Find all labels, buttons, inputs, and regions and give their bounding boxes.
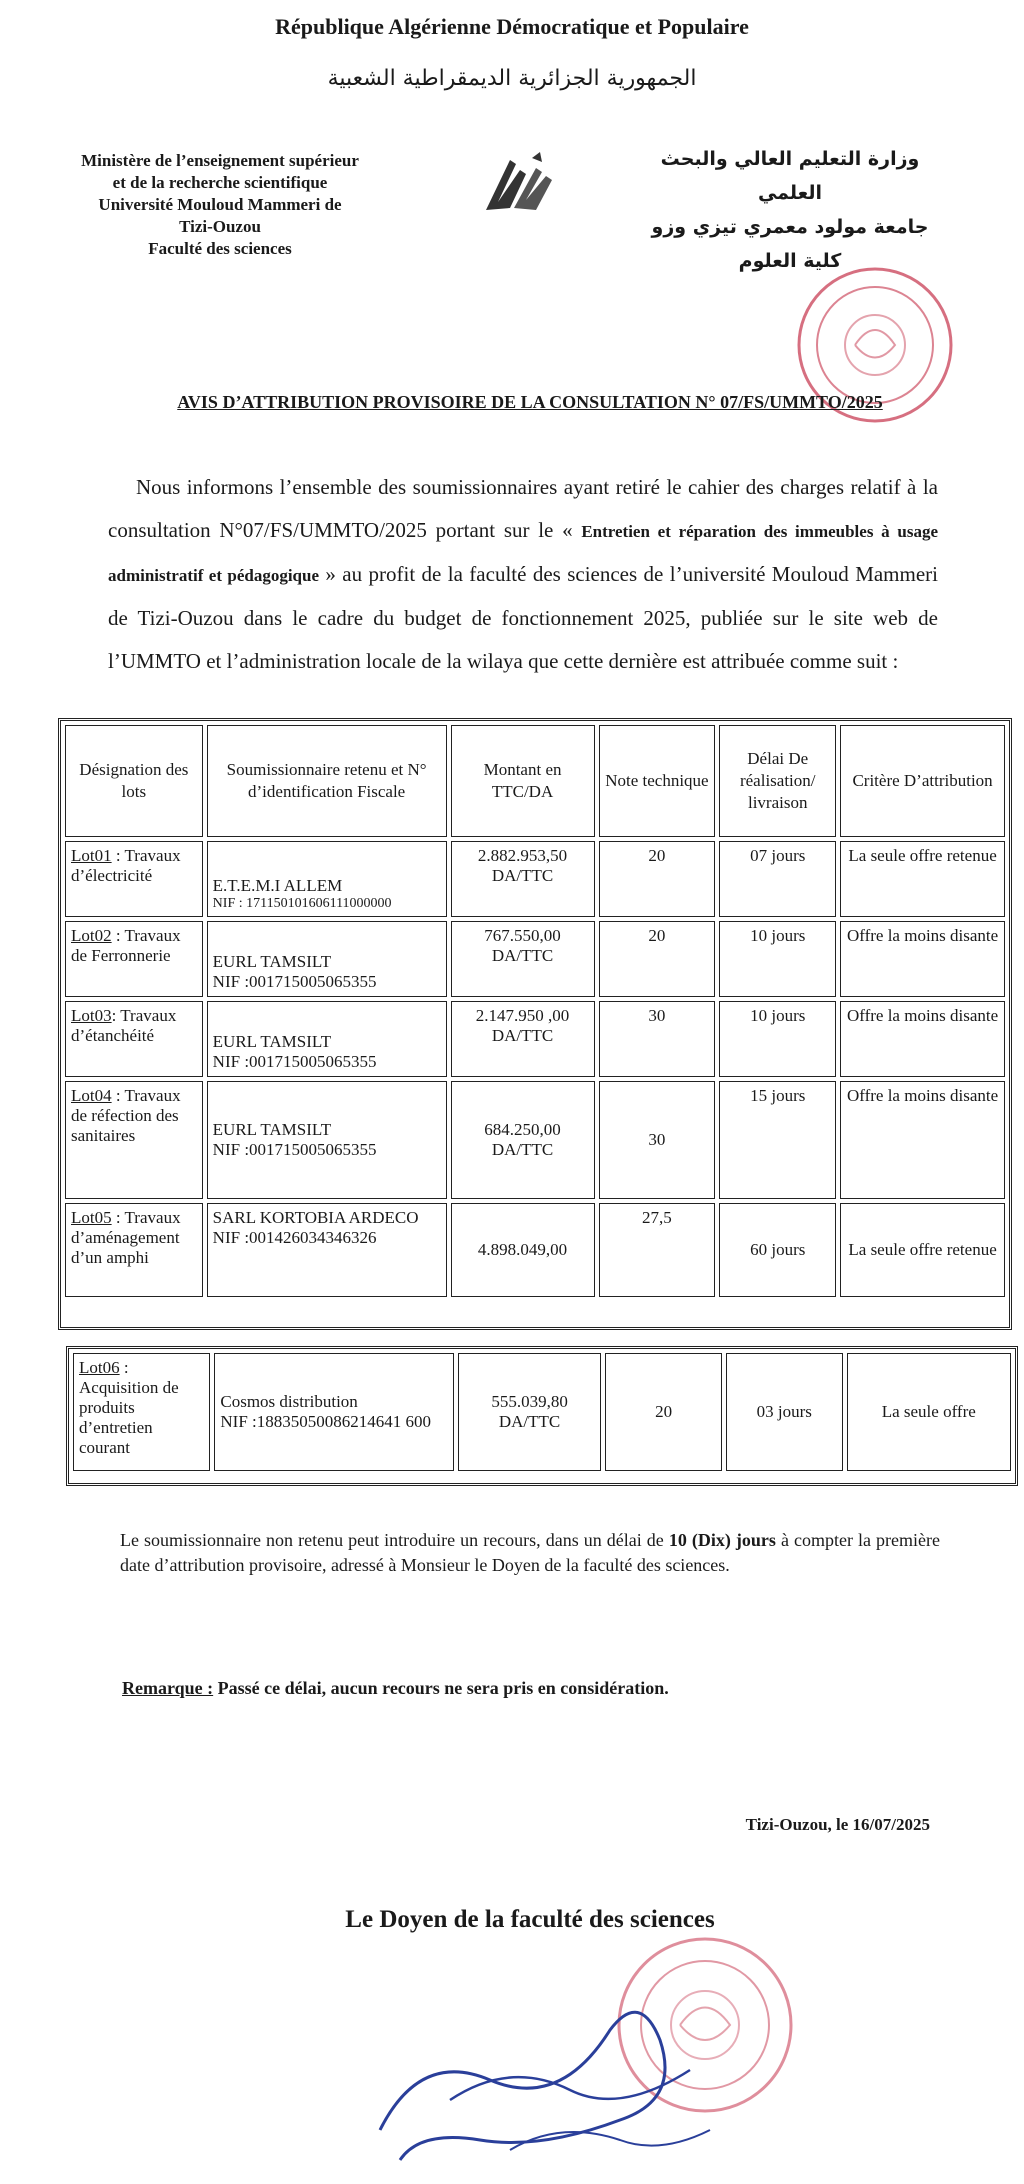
lot-designation: : Travaux d’électricité — [71, 846, 181, 885]
lot-cell — [65, 1203, 203, 1297]
lot-cell — [65, 1081, 203, 1199]
remark-label: Remarque : — [122, 1678, 214, 1698]
header-cell: Critère D’attribution — [840, 725, 1005, 837]
notice-title: AVIS D’ATTRIBUTION PROVISOIRE DE LA CONSULTATION N° 07/FS/UMMTO/2025 — [177, 392, 883, 412]
lot-designation: : Travaux d’aménagement d’un amphi — [71, 1208, 181, 1267]
note-cell: 30 — [599, 1001, 716, 1077]
criterion-cell: La seule offre retenue — [840, 841, 1005, 917]
dean-signature — [360, 1990, 740, 2175]
delay-cell: 15 jours — [719, 1081, 836, 1199]
attribution-table-frame — [58, 718, 1012, 1330]
header-cell: Délai De réalisation/ livraison — [719, 725, 836, 837]
remark-text: Passé ce délai, aucun recours ne sera pris en considération. — [213, 1678, 669, 1698]
table-row — [65, 1081, 1005, 1199]
lot-cell — [65, 1001, 203, 1077]
lot-cell — [65, 921, 203, 997]
note-cell: 20 — [599, 921, 716, 997]
table-row — [65, 841, 1005, 917]
bidder-cell — [207, 1001, 447, 1077]
lot06-table — [69, 1349, 1015, 1475]
bidder-nif: NIF : 171150101606111000000 — [212, 896, 392, 911]
bidder-name: EURL TAMSILT — [212, 1120, 332, 1139]
bidder-name: E.T.E.M.I ALLEM — [212, 876, 343, 895]
lot-id: Lot06 — [79, 1358, 120, 1377]
note-cell: 30 — [599, 1081, 716, 1199]
dean-title: Le Doyen de la faculté des sciences — [345, 1906, 715, 1933]
bidder-cell — [214, 1353, 453, 1471]
bidder-nif: NIF :001715005065355 — [212, 1140, 377, 1159]
header-cell: Montant en TTC/DA — [451, 725, 595, 837]
intro-paragraph — [108, 466, 938, 683]
amount-cell: 684.250,00 DA/TTC — [451, 1081, 595, 1199]
note-cell: 27,5 — [599, 1203, 716, 1297]
delay-cell: 07 jours — [719, 841, 836, 917]
amount-cell: 2.147.950 ,00 DA/TTC — [451, 1001, 595, 1077]
amount-cell: 4.898.049,00 — [451, 1203, 595, 1297]
header-line: Université Mouloud Mammeri de — [98, 195, 342, 214]
delay-cell: 10 jours — [719, 921, 836, 997]
amount-cell: 767.550,00 DA/TTC — [451, 921, 595, 997]
amount-cell: 555.039,80 DA/TTC — [458, 1353, 602, 1471]
republic-title-fr: République Algérienne Démocratique et Populaire — [275, 14, 749, 39]
table-row — [65, 1001, 1005, 1077]
header-line: et de la recherche scientifique — [112, 173, 328, 192]
lot06-table-frame — [66, 1346, 1018, 1486]
lot-designation: : Travaux de Ferronnerie — [71, 926, 181, 965]
delay-cell: 60 jours — [719, 1203, 836, 1297]
header-line: جامعة مولود معمري تيزي وزو — [651, 216, 929, 238]
remark — [122, 1678, 942, 1699]
bidder-nif: NIF :001715005065355 — [212, 1052, 377, 1071]
header-cell: Note technique — [599, 725, 716, 837]
lot-designation: : Travaux de réfection des sanitaires — [71, 1086, 181, 1145]
amount-cell: 2.882.953,50 DA/TTC — [451, 841, 595, 917]
lot-cell — [73, 1353, 210, 1471]
criterion-cell: La seule offre retenue — [840, 1203, 1005, 1297]
intro-subject: Entretien et réparation des immeubles à usage administratif et pédagogique — [108, 522, 938, 585]
lot-id: Lot05 — [71, 1208, 112, 1227]
bidder-name: Cosmos distribution — [220, 1392, 358, 1411]
table-row — [73, 1353, 1011, 1471]
lot-id: Lot04 — [71, 1086, 112, 1105]
bidder-cell — [207, 1081, 447, 1199]
criterion-cell: Offre la moins disante — [840, 1081, 1005, 1199]
intro-text: Nous informons l’ensemble des soumissionnaires ayant retiré le cahier des charges relatif à la consultation N°07/FS/UMMTO/2025 portant sur le « — [108, 475, 938, 542]
appeal-text: à compter la première date d’attribution provisoire, adressé à Monsieur le Doyen de la faculté des sciences. — [120, 1530, 940, 1575]
bidder-name: EURL TAMSILT — [212, 1032, 332, 1051]
lot-designation: : Travaux d’étanchéité — [71, 1006, 177, 1045]
header-line: كلية العلوم — [738, 250, 842, 272]
university-logo — [480, 150, 560, 225]
bidder-nif: NIF :18835050086214641 600 — [220, 1412, 431, 1431]
intro-text: » au profit de la faculté des sciences de l’université Mouloud Mammeri de Tizi-Ouzou dans le cadre du budget de fonctionnement 2025, publiée sur le site web de l’UMMTO et l’administration locale de la wilaya que cette dernière est attribuée comme suit : — [108, 562, 938, 673]
bidder-name: EURL TAMSILT — [212, 952, 332, 971]
table-header-row — [65, 725, 1005, 837]
republic-title-ar: الجمهورية الجزائرية الديمقراطية الشعبية — [327, 66, 697, 91]
lot-cell — [65, 841, 203, 917]
criterion-cell: Offre la moins disante — [840, 1001, 1005, 1077]
delay-cell: 03 jours — [726, 1353, 843, 1471]
header-cell: Désignation des lots — [65, 725, 203, 837]
note-cell: 20 — [599, 841, 716, 917]
table-row — [65, 1203, 1005, 1297]
institution-header-ar — [640, 142, 940, 278]
lot-id: Lot02 — [71, 926, 112, 945]
bidder-cell — [207, 841, 447, 917]
bidder-nif: NIF :001426034346326 — [212, 1228, 377, 1247]
attribution-table — [61, 721, 1009, 1301]
appeal-deadline: 10 (Dix) jours — [668, 1530, 776, 1550]
institution-header-fr — [60, 150, 380, 260]
bidder-nif: NIF :001715005065355 — [212, 972, 377, 991]
header-line: وزارة التعليم العالي والبحث العلمي — [660, 148, 920, 204]
place-date: Tizi-Ouzou, le 16/07/2025 — [745, 1815, 930, 1834]
header-line: Tizi-Ouzou — [179, 217, 261, 236]
note-cell: 20 — [605, 1353, 722, 1471]
lot-id: Lot03 — [71, 1006, 112, 1025]
header-line: Faculté des sciences — [148, 239, 292, 258]
criterion-cell: La seule offre — [847, 1353, 1012, 1471]
header-cell: Soumissionnaire retenu et N° d’identification Fiscale — [207, 725, 447, 837]
appeal-text: Le soumissionnaire non retenu peut introduire un recours, dans un délai de — [120, 1530, 669, 1550]
appeal-paragraph — [120, 1528, 940, 1578]
criterion-cell: Offre la moins disante — [840, 921, 1005, 997]
lot-id: Lot01 — [71, 846, 112, 865]
bidder-name: SARL KORTOBIA ARDECO — [212, 1208, 419, 1227]
delay-cell: 10 jours — [719, 1001, 836, 1077]
bidder-cell — [207, 921, 447, 997]
bidder-cell — [207, 1203, 447, 1297]
lot-designation: : Acquisition de produits d’entretien courant — [79, 1358, 179, 1457]
header-line: Ministère de l’enseignement supérieur — [81, 151, 359, 170]
table-row — [65, 921, 1005, 997]
